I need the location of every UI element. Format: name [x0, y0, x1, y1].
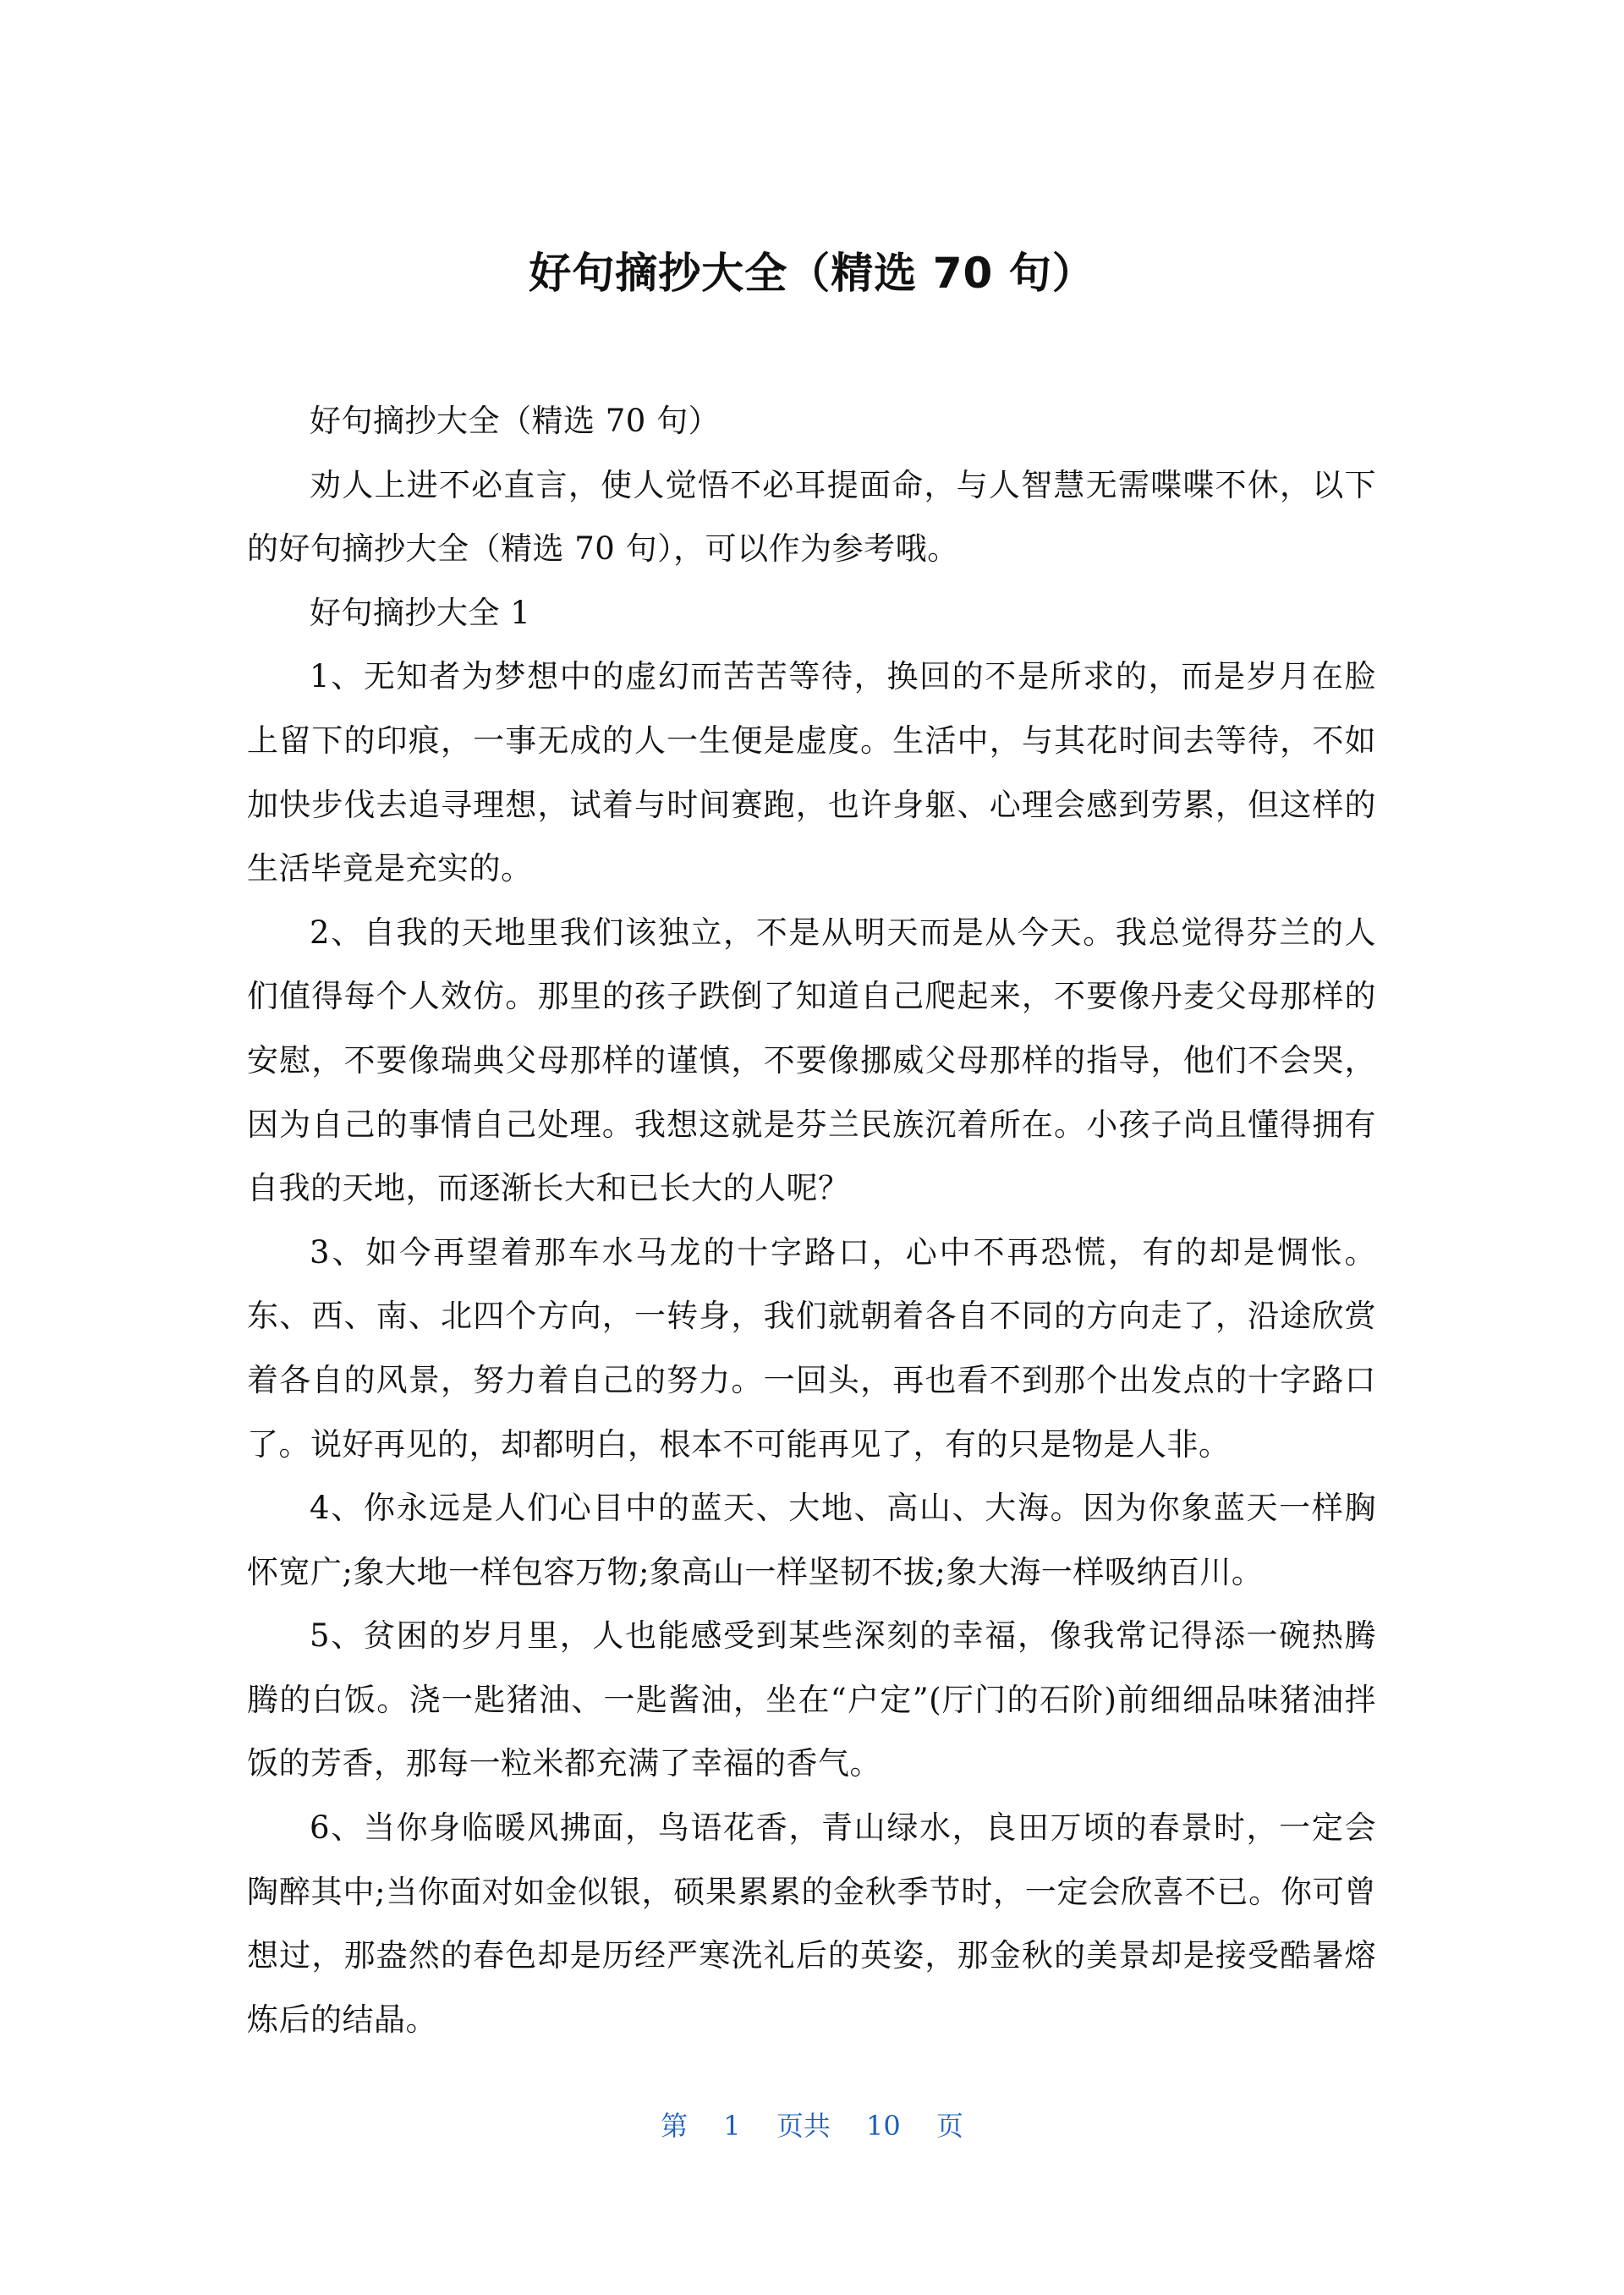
paragraph-item-5: 5、贫困的岁月里，人也能感受到某些深刻的幸福，像我常记得添一碗热腾腾的白饭。浇一匙猪油、一匙酱油，坐在“户定”(厅门的石阶)前细细品味猪油拌饭的芳香，那每一粒米都充满了幸福的香气。 — [247, 1617, 1376, 1782]
paragraph-intro: 劝人上进不必直言，使人觉悟不必耳提面命，与人智慧无需喋喋不休，以下的好句摘抄大全（精选 70 句），可以作为参考哦。 — [247, 466, 1376, 568]
footer-prefix: 第 — [661, 2110, 689, 2142]
page-title: 好句摘抄大全（精选 70 句） — [529, 249, 1095, 298]
paragraph-item-2: 2、自我的天地里我们该独立，不是从明天而是从今天。我总觉得芬兰的人们值得每个人效仿。那里的孩子跌倒了知道自己爬起来，不要像丹麦父母那样的安慰，不要像瑞典父母那样的谨慎，不要像挪威父母那样的指导，他们不会哭，因为自己的事情自己处理。我想这就是芬兰民族沉着所在。小孩子尚且懂得拥有自我的天地，而逐渐长大和已长大的人呢？ — [247, 914, 1376, 1207]
paragraph-item-6: 6、当你身临暖风拂面，鸟语花香，青山绿水，良田万顷的春景时，一定会陶醉其中;当你面对如金似银，硕果累累的金秋季节时，一定会欣喜不已。你可曾想过，那盎然的春色却是历经严寒洗礼后的英姿，那金秋的美景却是接受酷暑熔炼后的结晶。 — [247, 1809, 1376, 2038]
footer-suffix: 页 — [935, 2110, 963, 2142]
footer-page-number: 1 — [723, 2110, 741, 2142]
paragraph-item-3: 3、如今再望着那车水马龙的十字路口，心中不再恐慌，有的却是惆怅。东、西、南、北四个方向，一转身，我们就朝着各自不同的方向走了，沿途欣赏着各自的风景，努力着自己的努力。一回头，再也看不到那个出发点的十字路口了。说好再见的，却都明白，根本不可能再见了，有的只是物是人非。 — [247, 1233, 1376, 1463]
footer-middle: 页共 — [776, 2110, 831, 2142]
footer-total-pages: 10 — [866, 2110, 901, 2142]
section-heading: 好句摘抄大全 1 — [310, 594, 531, 631]
document-body — [247, 389, 1376, 2051]
paragraph-item-4: 4、你永远是人们心目中的蓝天、大地、高山、大海。因为你象蓝天一样胸怀宽广;象大地一样包容万物;象高山一样坚韧不拔;象大海一样吸纳百川。 — [247, 1490, 1376, 1590]
page-footer — [0, 2105, 1624, 2147]
paragraph-item-1: 1、无知者为梦想中的虚幻而苦苦等待，换回的不是所求的，而是岁月在脸上留下的印痕，一事无成的人一生便是虚度。生活中，与其花时间去等待，不如加快步伐去追寻理想，试着与时间赛跑，也许身躯、心理会感到劳累，但这样的生活毕竟是充实的。 — [247, 658, 1376, 887]
paragraph-subtitle: 好句摘抄大全（精选 70 句） — [310, 403, 721, 439]
